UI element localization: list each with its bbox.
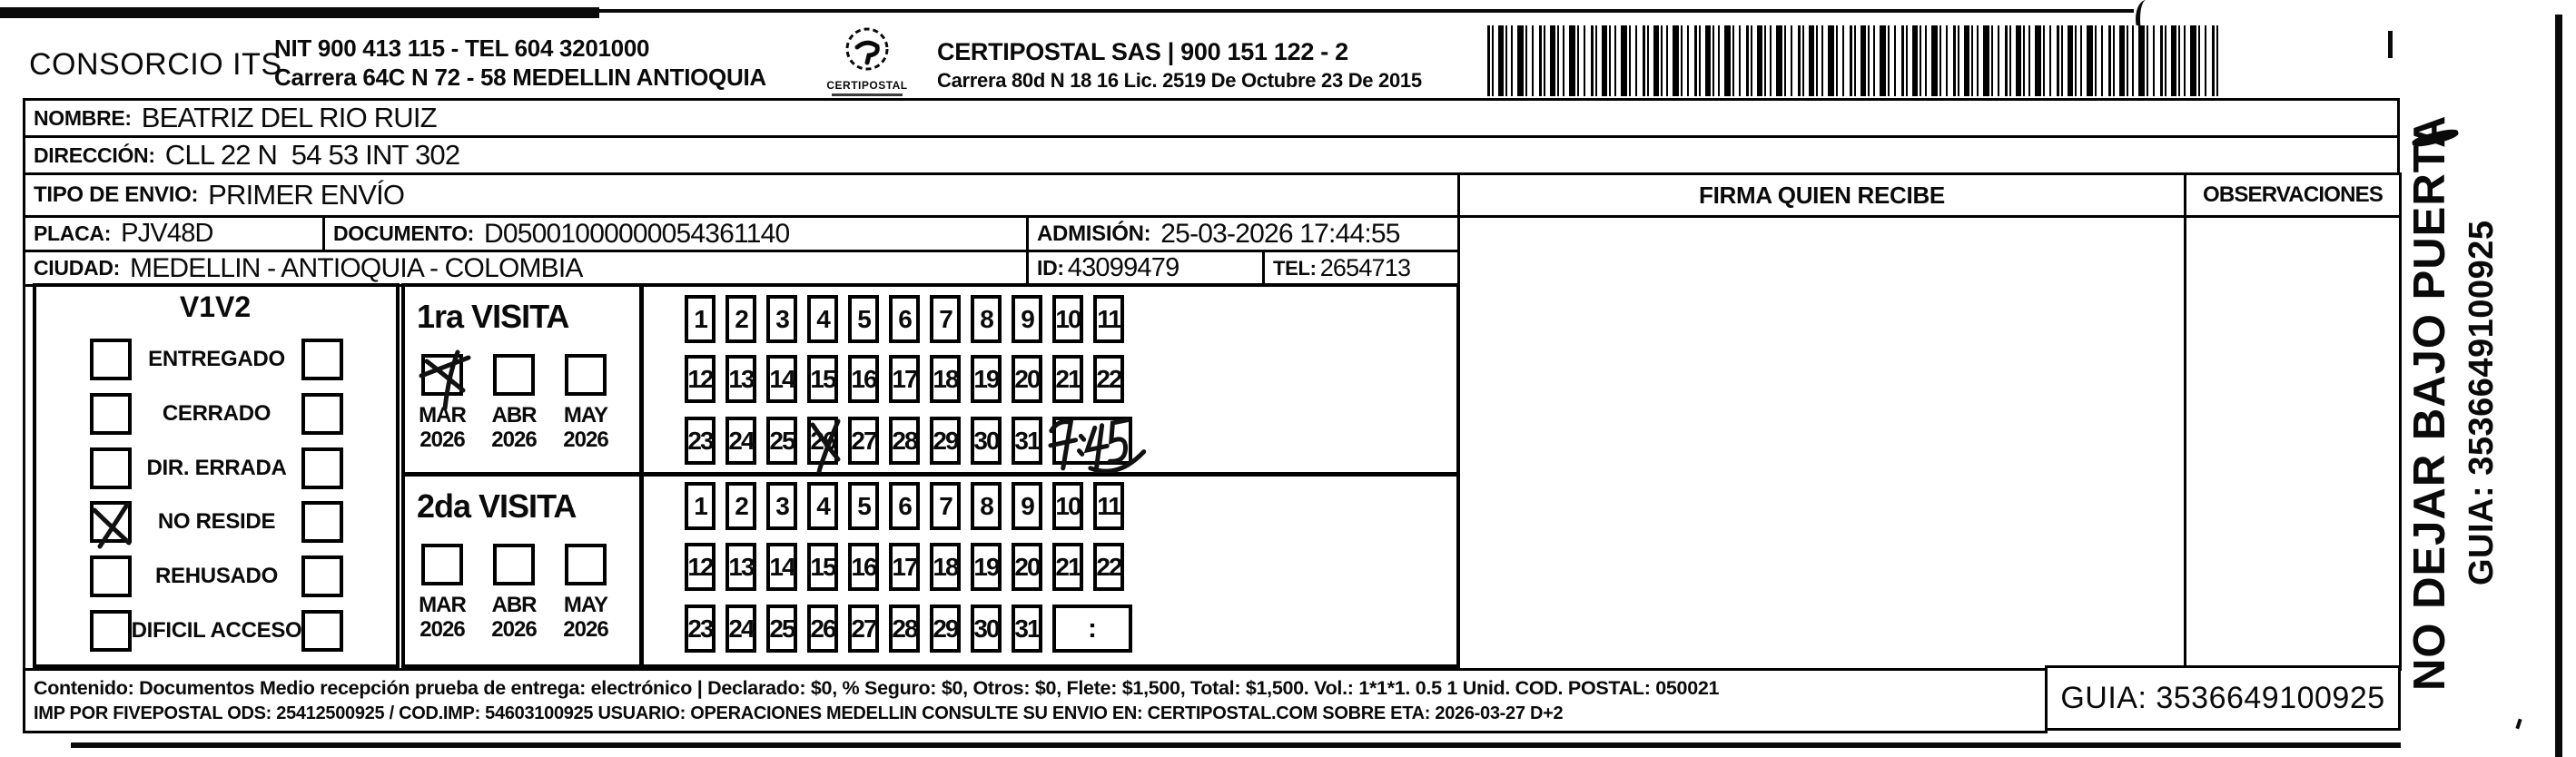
checkbox-v2-cerrado xyxy=(301,393,343,435)
day-number: 3 xyxy=(775,304,788,333)
day-number: 27 xyxy=(851,614,876,643)
status-row-cerrado xyxy=(90,393,344,435)
field-admision-label: ADMISIÓN: xyxy=(1037,221,1151,246)
day-number: 5 xyxy=(857,491,870,520)
checkbox-v1-dir-errada xyxy=(90,447,132,489)
day-number: 22 xyxy=(1096,364,1121,393)
guia-number-box xyxy=(2045,665,2401,731)
day-number: 8 xyxy=(980,304,992,333)
firma-signature-area xyxy=(1457,215,2186,671)
checkbox-v2-entregado xyxy=(301,339,343,380)
field-direccion-label: DIRECCIÓN: xyxy=(34,143,155,167)
day-box-16 xyxy=(848,355,879,403)
day-number: 30 xyxy=(973,426,999,455)
month-name: ABR xyxy=(491,593,537,617)
field-nombre-value: BEATRIZ DEL RIO RUIZ xyxy=(141,102,437,133)
second-visit-day-grid xyxy=(640,473,1460,668)
checkbox-v1-entregado xyxy=(90,339,132,380)
firma-column-header-label: FIRMA QUIEN RECIBE xyxy=(1699,181,1945,209)
day-number: 20 xyxy=(1014,552,1040,581)
month-year: 2026 xyxy=(491,617,537,642)
field-documento-value: D05001000000054361140 xyxy=(484,218,790,249)
day-grid-row xyxy=(685,482,1456,530)
day-box-8 xyxy=(971,482,1002,530)
first-visit-title: 1ra VISITA xyxy=(417,298,569,335)
first-visit-panel xyxy=(401,283,643,476)
day-box-11 xyxy=(1093,295,1124,343)
month-checkbox-mar xyxy=(421,544,463,585)
status-label: CERRADO xyxy=(162,400,271,426)
day-number: 6 xyxy=(898,304,911,333)
field-admision xyxy=(1026,215,1460,252)
day-box-7 xyxy=(930,295,961,343)
month-checkbox-abr xyxy=(493,544,535,585)
day-box-22 xyxy=(1093,355,1124,403)
checkbox-v1-no-reside xyxy=(90,501,132,543)
day-box-1 xyxy=(685,295,716,343)
day-box-8 xyxy=(971,295,1002,343)
day-number: 25 xyxy=(769,426,795,455)
day-box-26 xyxy=(807,605,838,653)
day-number: 9 xyxy=(1021,304,1033,333)
day-grid-row xyxy=(685,543,1456,591)
day-box-25 xyxy=(766,417,797,465)
day-box-28 xyxy=(889,417,920,465)
day-number: 3 xyxy=(775,491,788,520)
field-ciudad xyxy=(23,250,1029,287)
certipostal-address-line: Carrera 80d N 18 16 Lic. 2519 De Octubre 23 De 2015 xyxy=(937,69,1422,92)
day-number: 9 xyxy=(1021,491,1033,520)
status-label: DIFICIL ACCESO xyxy=(131,617,302,643)
day-box-21 xyxy=(1052,543,1083,591)
day-box-22 xyxy=(1093,543,1124,591)
logo-underline xyxy=(832,93,903,96)
month-checkbox-abr xyxy=(493,354,535,396)
field-tipo-envio-label: TIPO DE ENVIO: xyxy=(34,182,199,207)
day-box-14 xyxy=(766,543,797,591)
day-number: 18 xyxy=(933,364,958,393)
footer-terms xyxy=(23,668,2048,733)
status-row-no-reside xyxy=(90,501,344,543)
day-number: 31 xyxy=(1014,426,1040,455)
status-label: ENTREGADO xyxy=(148,347,285,371)
month-year: 2026 xyxy=(563,617,608,642)
field-placa-label: PLACA: xyxy=(34,221,112,245)
second-visit-title: 2da VISITA xyxy=(417,487,577,525)
observaciones-column-header-label: OBSERVACIONES xyxy=(2202,182,2384,207)
day-number: 15 xyxy=(810,552,835,581)
certipostal-logo-icon xyxy=(844,25,891,73)
day-number: 21 xyxy=(1055,552,1081,581)
field-id-value: 43099479 xyxy=(1067,253,1179,282)
month-option-mar xyxy=(416,354,469,452)
field-placa xyxy=(23,215,325,252)
day-box-4 xyxy=(807,482,838,530)
field-tipo-envio-value: PRIMER ENVÍO xyxy=(208,179,405,211)
day-box-5 xyxy=(848,482,879,530)
day-box-5 xyxy=(848,295,879,343)
day-box-15 xyxy=(807,355,838,403)
status-row-entregado xyxy=(90,339,344,380)
day-box-14 xyxy=(766,355,797,403)
status-label: DIR. ERRADA xyxy=(146,455,287,480)
month-checkbox-mar xyxy=(421,354,463,396)
day-grid-row xyxy=(685,295,1456,343)
month-year: 2026 xyxy=(491,428,537,452)
field-admision-value: 25-03-2026 17:44:55 xyxy=(1160,218,1400,249)
month-name: MAR xyxy=(419,403,466,428)
day-number: 25 xyxy=(769,614,795,643)
day-box-19 xyxy=(971,543,1002,591)
month-checkbox-may xyxy=(565,544,607,585)
day-number: 16 xyxy=(851,364,876,393)
scan-top-edge-thick xyxy=(0,7,599,18)
day-number: 29 xyxy=(933,426,958,455)
day-number: 28 xyxy=(892,426,917,455)
field-ciudad-value: MEDELLIN - ANTIOQUIA - COLOMBIA xyxy=(130,252,583,283)
day-box-24 xyxy=(725,605,756,653)
day-number: 26 xyxy=(810,426,835,455)
day-box-15 xyxy=(807,543,838,591)
day-box-9 xyxy=(1012,295,1042,343)
day-box-20 xyxy=(1012,355,1042,403)
day-number: 10 xyxy=(1055,491,1081,520)
second-visit-months xyxy=(416,544,639,642)
tracking-barcode xyxy=(1487,25,2219,96)
second-visit-panel xyxy=(401,473,643,668)
day-box-13 xyxy=(725,355,756,403)
side-note-guia: GUIA: 3536649100925 xyxy=(2462,220,2501,586)
checkbox-v2-no-reside xyxy=(301,501,343,543)
day-box-26 xyxy=(807,417,838,465)
day-number: 19 xyxy=(973,364,999,393)
month-option-may xyxy=(559,354,612,452)
day-box-4 xyxy=(807,295,838,343)
day-number: 24 xyxy=(728,426,754,455)
month-year: 2026 xyxy=(563,428,608,452)
day-box-31 xyxy=(1012,605,1042,653)
field-tel xyxy=(1262,250,1460,287)
handwritten-x-mark xyxy=(87,499,138,550)
day-box-23 xyxy=(685,605,716,653)
visit2-column-label: V2 xyxy=(215,290,252,323)
month-option-abr xyxy=(488,544,540,642)
day-box-16 xyxy=(848,543,879,591)
day-box-12 xyxy=(685,355,716,403)
day-grid-row xyxy=(685,417,1456,465)
day-number: 13 xyxy=(728,552,754,581)
day-number: 2 xyxy=(735,304,747,333)
day-box-1 xyxy=(685,482,716,530)
day-number: 22 xyxy=(1096,552,1121,581)
firma-column-header xyxy=(1457,172,2186,218)
day-number: 12 xyxy=(687,364,713,393)
day-number: 13 xyxy=(728,364,754,393)
day-number: 1 xyxy=(694,491,706,520)
day-box-27 xyxy=(848,605,879,653)
month-name: MAY xyxy=(563,593,608,617)
day-box-13 xyxy=(725,543,756,591)
day-grid-row xyxy=(685,605,1456,653)
day-box-31 xyxy=(1012,417,1042,465)
status-label: REHUSADO xyxy=(155,564,278,589)
checkbox-v1-cerrado xyxy=(90,393,132,435)
field-documento xyxy=(322,215,1029,252)
certipostal-logo xyxy=(822,25,913,96)
day-number: 14 xyxy=(769,364,795,393)
day-box-30 xyxy=(971,605,1002,653)
day-number: 10 xyxy=(1055,304,1081,333)
scan-top-edge-thin xyxy=(599,9,2134,13)
footer-line2: IMP POR FIVEPOSTAL ODS: 25412500925 / COD.IMP: 54603100925 USUARIO: OPERACIONES MEDELLIN CONSULTE SU ENVIO EN: CERTIPOSTAL.COM SOBRE ETA: 2026-03-27 D+2 xyxy=(34,703,1564,724)
field-tipo-envio xyxy=(23,172,1460,218)
guia-number: GUIA: 3536649100925 xyxy=(2060,680,2385,715)
field-placa-value: PJV48D xyxy=(121,219,213,248)
status-panel-header xyxy=(165,287,267,325)
day-box-29 xyxy=(930,605,961,653)
month-option-abr xyxy=(488,354,540,452)
field-direccion xyxy=(23,135,2400,175)
day-number: 5 xyxy=(857,304,870,333)
day-grid-row xyxy=(685,355,1456,403)
checkbox-v2-dir-errada xyxy=(301,447,343,489)
field-ciudad-label: CIUDAD: xyxy=(34,256,120,280)
month-year: 2026 xyxy=(419,428,465,452)
status-row-dir-errada xyxy=(90,447,344,489)
day-box-9 xyxy=(1012,482,1042,530)
day-box-21 xyxy=(1052,355,1083,403)
field-nombre-label: NOMBRE: xyxy=(34,105,132,130)
day-number: 2 xyxy=(735,491,747,520)
day-number: 8 xyxy=(980,491,992,520)
field-nombre xyxy=(23,98,2400,138)
day-number: 15 xyxy=(810,364,835,393)
day-box-30 xyxy=(971,417,1002,465)
day-box-12 xyxy=(685,543,716,591)
checkbox-v1-dificil-acceso xyxy=(90,610,132,652)
field-documento-label: DOCUMENTO: xyxy=(333,221,475,245)
day-box-24 xyxy=(725,417,756,465)
day-box-3 xyxy=(766,295,797,343)
field-id xyxy=(1026,250,1265,287)
company-name: CONSORCIO ITS xyxy=(29,47,282,82)
scan-bottom-edge xyxy=(71,742,2401,748)
day-number: 16 xyxy=(851,552,876,581)
scan-speck-artifact xyxy=(2515,719,2522,730)
month-year: 2026 xyxy=(419,617,465,642)
day-number: 14 xyxy=(769,552,795,581)
day-number: 11 xyxy=(1097,491,1120,520)
scan-right-edge xyxy=(2555,15,2562,757)
day-number: 26 xyxy=(810,614,835,643)
visit-time-box xyxy=(1052,417,1132,465)
day-box-18 xyxy=(930,543,961,591)
day-number: 24 xyxy=(728,614,754,643)
company-address-line: Carrera 64C N 72 - 58 MEDELLIN ANTIOQUIA xyxy=(274,64,766,91)
month-checkbox-may xyxy=(565,354,607,396)
observaciones-area xyxy=(2184,215,2402,671)
month-name: MAR xyxy=(419,593,466,617)
checkbox-v2-rehusado xyxy=(301,555,343,597)
day-box-29 xyxy=(930,417,961,465)
certipostal-name-line: CERTIPOSTAL SAS | 900 151 122 - 2 xyxy=(937,38,1348,65)
day-number: 17 xyxy=(892,552,917,581)
day-number: 18 xyxy=(933,552,958,581)
month-option-mar xyxy=(416,544,469,642)
day-box-17 xyxy=(889,355,920,403)
day-number: 17 xyxy=(892,364,917,393)
day-box-6 xyxy=(889,295,920,343)
company-nit-line: NIT 900 413 115 - TEL 604 3201000 xyxy=(274,34,650,62)
status-row-dificil-acceso xyxy=(90,610,344,652)
day-number: 11 xyxy=(1097,304,1120,333)
day-number: 7 xyxy=(939,491,952,520)
day-box-10 xyxy=(1052,482,1083,530)
footer-line1: Contenido: Documentos Medio recepción prueba de entrega: electrónico | Declarado: $0, % Seguro: $0, Otros: $0, Flete: $1,500, Total: $1,500. Vol.: 1*1*1. 0.5 1 Unid. COD. POSTAL: 050021 xyxy=(34,676,1720,699)
logo-label: CERTIPOSTAL xyxy=(826,79,908,92)
day-box-27 xyxy=(848,417,879,465)
month-name: MAY xyxy=(563,403,608,428)
month-option-may xyxy=(559,544,612,642)
day-box-2 xyxy=(725,482,756,530)
day-box-7 xyxy=(930,482,961,530)
day-number: 6 xyxy=(898,491,911,520)
field-id-label: ID: xyxy=(1037,256,1064,280)
day-number: 31 xyxy=(1014,614,1040,643)
day-number: 21 xyxy=(1055,364,1081,393)
time-colon: : xyxy=(1088,613,1097,644)
day-box-10 xyxy=(1052,295,1083,343)
checkbox-v1-rehusado xyxy=(90,555,132,597)
day-box-18 xyxy=(930,355,961,403)
day-number: 19 xyxy=(973,552,999,581)
day-box-28 xyxy=(889,605,920,653)
delivery-status-panel xyxy=(33,283,400,668)
day-number: 29 xyxy=(933,614,958,643)
day-box-2 xyxy=(725,295,756,343)
day-number: 4 xyxy=(816,491,829,520)
day-number: 30 xyxy=(973,614,999,643)
status-rows xyxy=(78,335,355,664)
status-row-rehusado xyxy=(90,555,344,597)
day-box-3 xyxy=(766,482,797,530)
checkbox-v2-dificil-acceso xyxy=(301,610,343,652)
day-box-23 xyxy=(685,417,716,465)
day-box-19 xyxy=(971,355,1002,403)
field-tel-value: 2654713 xyxy=(1319,254,1411,281)
field-direccion-value: CLL 22 N 54 53 INT 302 xyxy=(164,139,460,171)
scan-tick-artifact xyxy=(2388,31,2393,58)
day-number: 23 xyxy=(687,426,713,455)
day-number: 1 xyxy=(694,304,706,333)
field-tel-label: TEL: xyxy=(1273,256,1317,280)
day-box-17 xyxy=(889,543,920,591)
form-left-border xyxy=(23,284,25,671)
visit-time-box xyxy=(1052,605,1132,653)
day-box-25 xyxy=(766,605,797,653)
day-number: 23 xyxy=(687,614,713,643)
side-note-no-dejar: NO DEJAR BAJO PUERTA xyxy=(2405,114,2454,692)
day-number: 4 xyxy=(816,304,829,333)
day-box-11 xyxy=(1093,482,1124,530)
status-label: NO RESIDE xyxy=(157,509,276,535)
month-name: ABR xyxy=(491,403,537,428)
observaciones-column-header xyxy=(2184,172,2402,218)
day-number: 20 xyxy=(1014,364,1040,393)
visit1-column-label: V1 xyxy=(179,290,215,323)
first-visit-day-grid xyxy=(640,283,1460,476)
day-number: 7 xyxy=(939,304,952,333)
day-box-6 xyxy=(889,482,920,530)
day-number: 28 xyxy=(892,614,917,643)
day-box-20 xyxy=(1012,543,1042,591)
first-visit-months xyxy=(416,354,639,452)
day-number: 27 xyxy=(851,426,876,455)
handwritten-time xyxy=(1042,404,1156,484)
day-number: 12 xyxy=(687,552,713,581)
